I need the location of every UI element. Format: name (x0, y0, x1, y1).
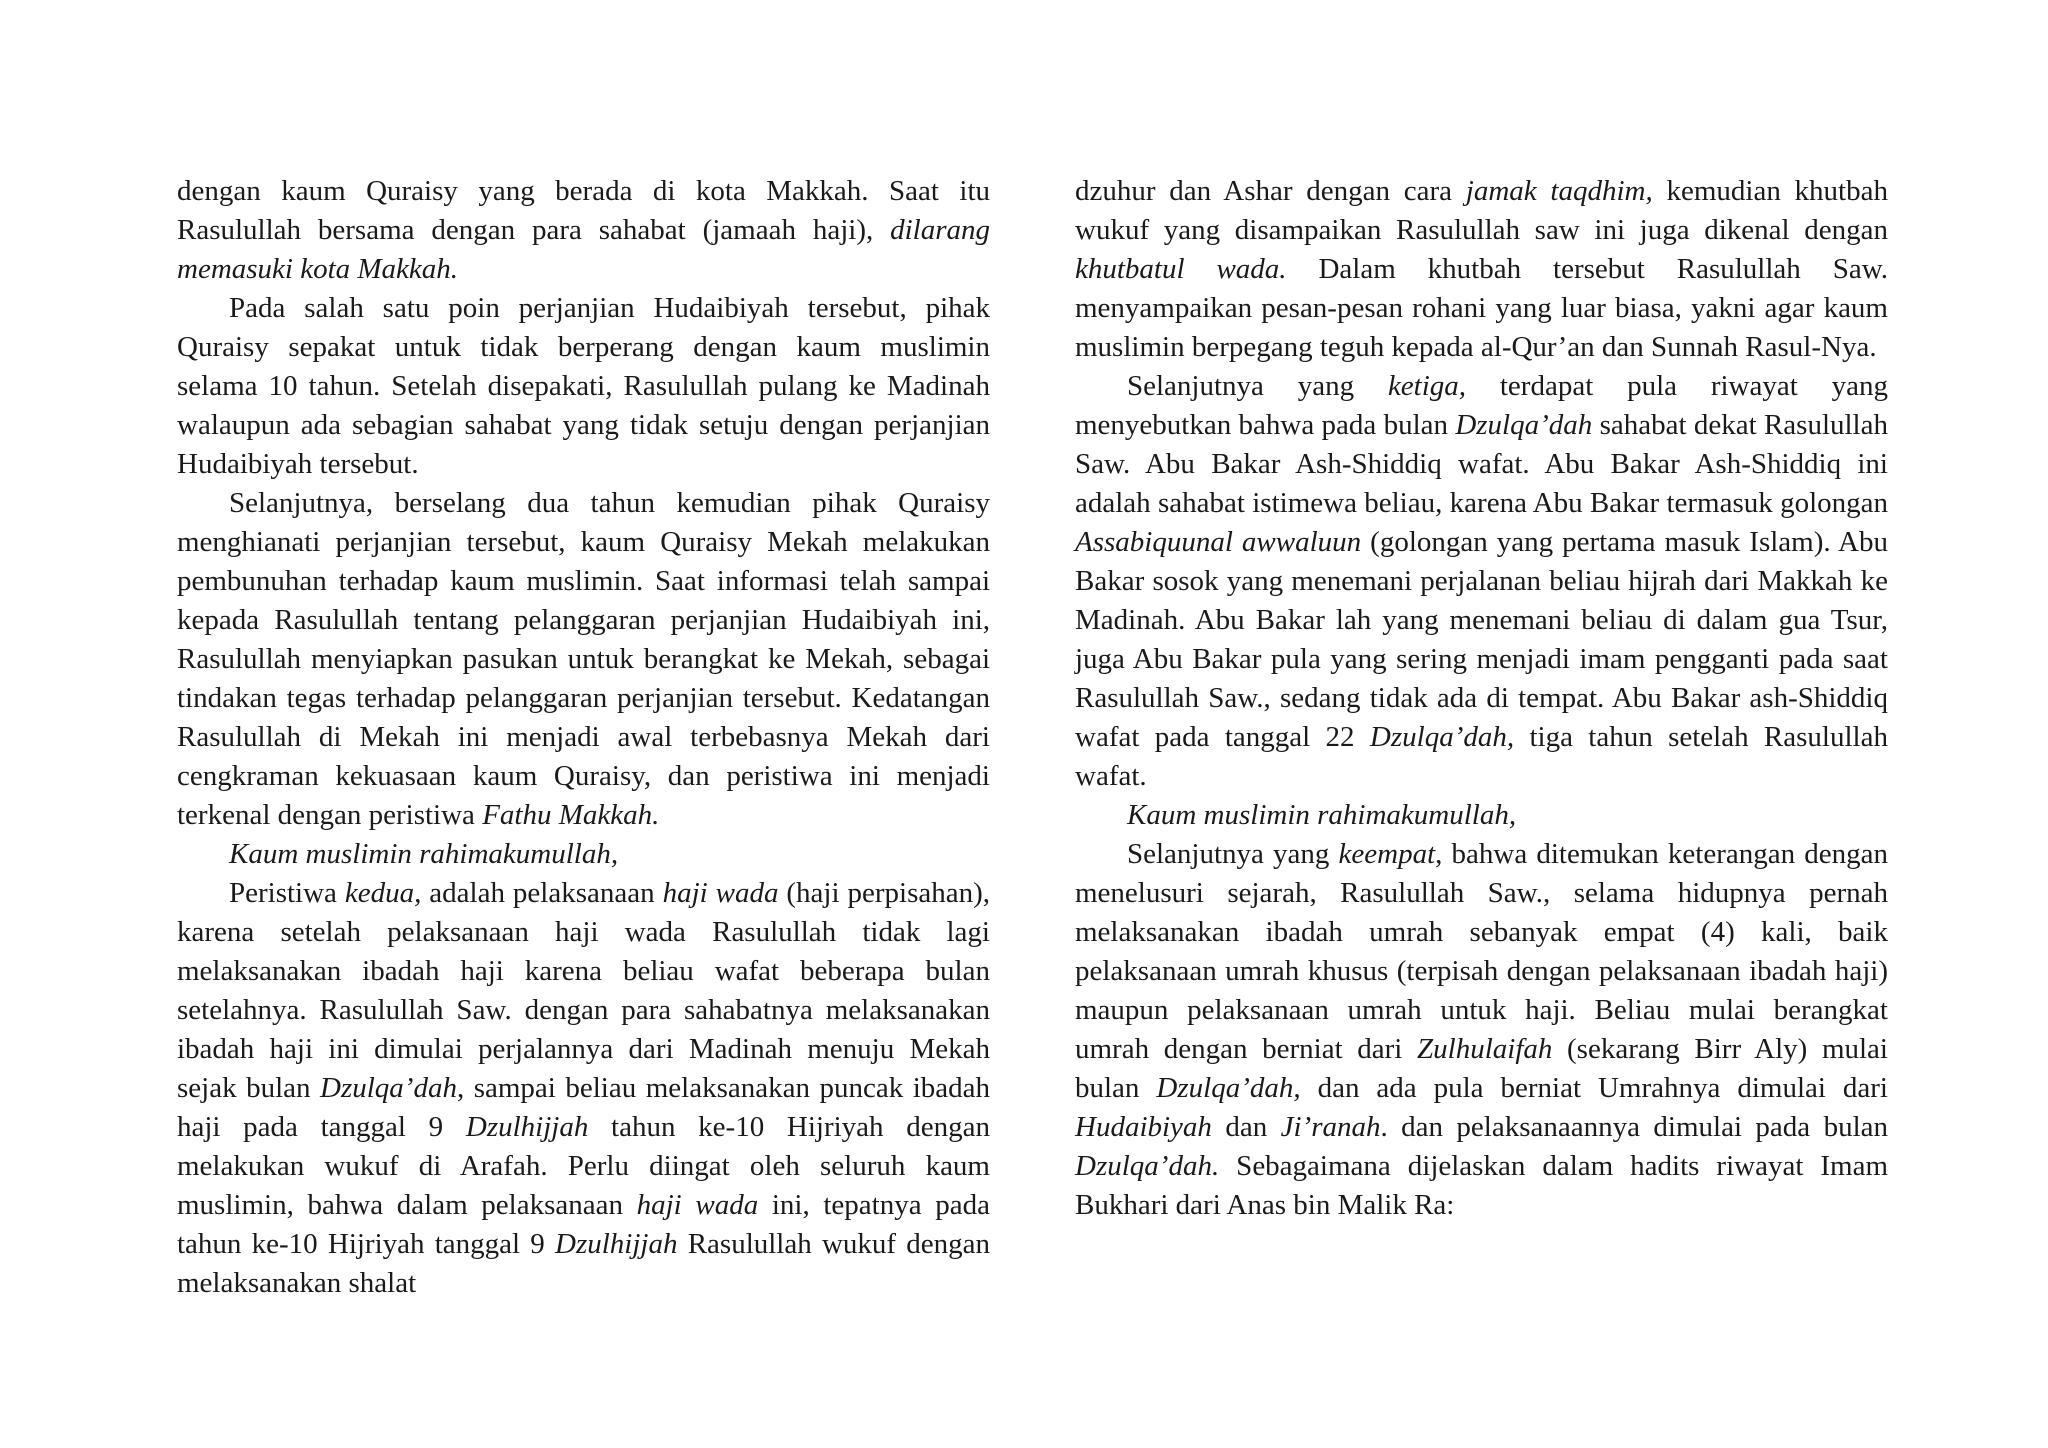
text-segment: Peristiwa (229, 877, 345, 909)
paragraph (1075, 172, 1888, 367)
text-segment: (golongan yang pertama masuk Islam). Abu Bakar sosok yang menemani perjalanan beliau hijrah dari Makkah ke Madinah. Abu Bakar lah yang menemani beliau di dalam gua Tsur, juga Abu Bakar pula yang sering menjadi imam pengganti pada saat Rasulullah Saw., sedang tidak ada di tempat. Abu Bakar ash-Shiddiq wafat pada tanggal 22 (1075, 526, 1888, 753)
paragraph (177, 172, 990, 289)
italic-text-segment: keempat (1338, 838, 1436, 870)
text-segment: terdapat pula riwayat yang menyebutkan bahwa pada bulan (1075, 370, 1888, 441)
text-segment: dan ada pula berniat Umrahnya dimulai dari (1300, 1072, 1888, 1104)
italic-text-segment: Fathu Makkah. (482, 799, 660, 831)
text-segment: (haji perpisahan), karena setelah pelaksanaan haji wada Rasulullah tidak lagi melaksanakan ibadah haji karena beliau wafat beberapa bulan setelahnya. Rasulullah Saw. dengan para sahabatnya melaksanakan ibadah haji ini dimulai perjalannya dari Madinah menuju Mekah sejak bulan (177, 877, 991, 1104)
italic-text-segment: kedua, (344, 877, 422, 909)
italic-text-segment: Dzulqa’dah, (1156, 1072, 1301, 1104)
italic-text-segment: Dzulqa’dah (1455, 409, 1593, 441)
italic-text-segment: ketiga, (1387, 370, 1467, 402)
text-segment: Pada salah satu poin perjanjian Hudaibiyah tersebut, pihak Quraisy sepakat untuk tidak berperang dengan kaum muslimin selama 10 tahun. Setelah disepakati, Rasulullah pulang ke Madinah walaupun ada sebagian sahabat yang tidak setuju dengan perjanjian Hudaibiyah tersebut. (177, 292, 990, 480)
text-segment: kemudian khutbah wukuf yang disampaikan Rasulullah saw ini juga dikenal dengan (1075, 175, 1888, 246)
paragraph (177, 289, 990, 484)
paragraph (1075, 367, 1888, 796)
paragraph (1075, 835, 1888, 1225)
italic-text-segment: Dzulqa’dah. (1075, 1150, 1220, 1182)
italic-text-segment: Kaum muslimin rahimakumullah, (1127, 799, 1517, 831)
text-segment: sahabat dekat Rasulullah Saw. Abu Bakar Ash-Shiddiq wafat. Abu Bakar Ash-Shiddiq ini adalah sahabat istimewa beliau, karena Abu Bakar termasuk golongan (1075, 409, 1888, 519)
text-segment: Rasulullah wukuf dengan melaksanakan shalat (177, 1228, 990, 1299)
italic-text-segment: haji wada (662, 877, 779, 909)
italic-text-segment: Kaum muslimin rahimakumullah, (229, 838, 619, 870)
text-segment: Selanjutnya yang (1127, 838, 1339, 870)
text-segment: Selanjutnya yang (1127, 370, 1388, 402)
text-segment: tahun ke-10 Hijriyah dengan melakukan wukuf di Arafah. Perlu diingat oleh seluruh kaum muslimin, bahwa dalam pelaksanaan (177, 1111, 990, 1221)
text-segment: , sampai beliau melaksanakan puncak ibadah haji pada tanggal 9 (177, 1072, 990, 1143)
right-column (1075, 172, 1888, 1225)
paragraph (177, 484, 990, 835)
text-segment: Selanjutnya, berselang dua tahun kemudian pihak Quraisy menghianati perjanjian tersebut, kaum Quraisy Mekah melakukan pembunuhan terhadap kaum muslimin. Saat informasi telah sampai kepada Rasulullah tentang pelanggaran perjanjian Hudaibiyah ini, Rasulullah menyiapkan pasukan untuk berangkat ke Mekah, sebagai tindakan tegas terhadap pelanggaran perjanjian tersebut. Kedatangan Rasulullah di Mekah ini menjadi awal terbebasnya Mekah dari cengkraman kekuasaan kaum Quraisy, dan peristiwa ini menjadi terkenal dengan peristiwa (177, 487, 990, 831)
italic-text-segment: haji wada (636, 1189, 759, 1221)
text-segment: dzuhur dan Ashar dengan cara (1075, 175, 1466, 207)
italic-text-segment: Ji’ranah (1280, 1111, 1381, 1143)
text-segment: Dalam khutbah tersebut Rasulullah Saw. menyampaikan pesan-pesan rohani yang luar biasa, yakni agar kaum muslimin berpegang teguh kepada al-Qur’an dan Sunnah Rasul-Nya. (1075, 253, 1889, 363)
italic-text-segment: Assabiquunal awwaluun (1075, 526, 1362, 558)
text-segment: tiga tahun setelah Rasulullah wafat. (1075, 721, 1888, 792)
italic-text-segment: Dzulqa’dah (320, 1072, 457, 1104)
text-segment: (sekarang Birr Aly) mulai bulan (1075, 1033, 1888, 1104)
italic-text-segment: Dzulhijjah (555, 1228, 678, 1260)
left-column (177, 172, 990, 1303)
text-segment: . dan pelaksanaannya dimulai pada bulan (1380, 1111, 1888, 1143)
text-segment: Sebagaimana dijelaskan dalam hadits riwayat Imam Bukhari dari Anas bin Malik Ra: (1075, 1150, 1888, 1221)
italic-text-segment: jamak taqdhim, (1465, 175, 1653, 207)
paragraph (1075, 796, 1888, 835)
italic-text-segment: Hudaibiyah (1075, 1111, 1212, 1143)
paragraph (177, 874, 990, 1303)
paragraph (177, 835, 990, 874)
italic-text-segment: khutbatul wada. (1075, 253, 1287, 285)
italic-text-segment: Dzulqa’dah, (1369, 721, 1515, 753)
italic-text-segment: Zulhulaifah (1417, 1033, 1553, 1065)
italic-text-segment: dilarang memasuki kota Makkah. (177, 214, 990, 285)
text-segment: adalah pelaksanaan (421, 877, 663, 909)
text-segment: , bahwa ditemukan keterangan dengan menelusuri sejarah, Rasulullah Saw., selama hidupnya pernah melaksanakan ibadah umrah sebanyak empat (4) kali, baik pelaksanaan umrah khusus (terpisah dengan pelaksanaan ibadah haji) maupun pelaksanaan umrah untuk haji. Beliau mulai berangkat umrah dengan berniat dari (1075, 838, 1888, 1065)
text-segment: dengan kaum Quraisy yang berada di kota Makkah. Saat itu Rasulullah bersama dengan para sahabat (jamaah haji), (177, 175, 990, 246)
italic-text-segment: Dzulhijjah (465, 1111, 589, 1143)
text-segment: dan (1211, 1111, 1281, 1143)
text-segment: ini, tepatnya pada tahun ke-10 Hijriyah tanggal 9 (177, 1189, 990, 1260)
